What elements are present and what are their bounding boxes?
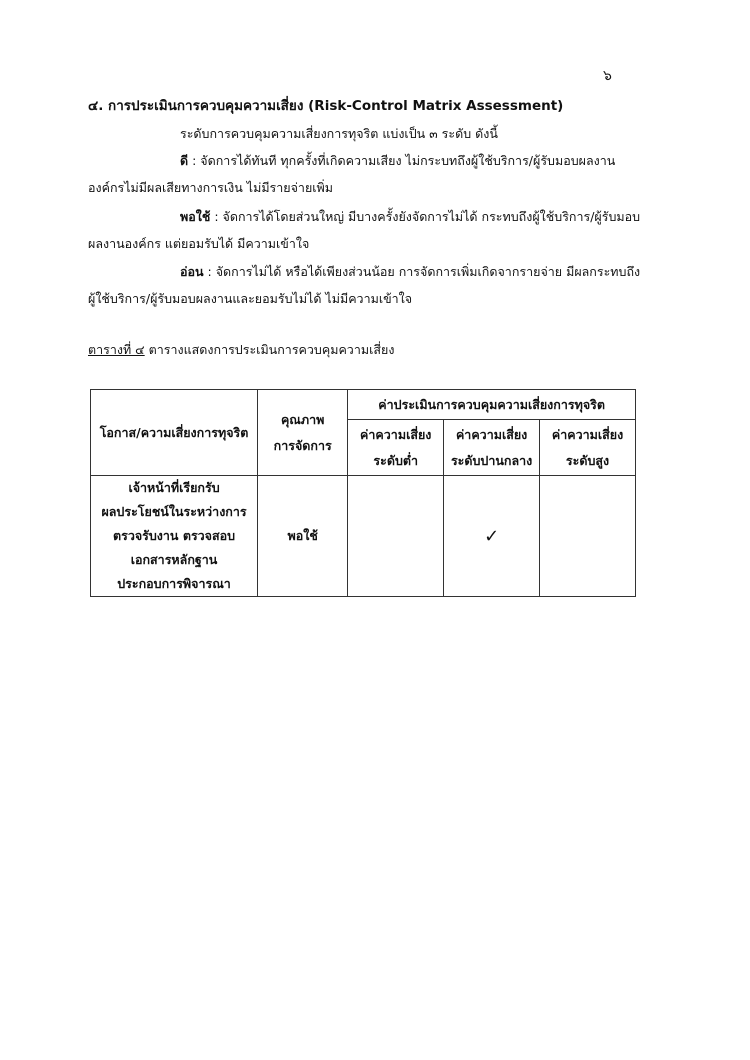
table-caption (88, 340, 394, 360)
header-mid-line2: ระดับปานกลาง (450, 452, 533, 468)
intro-text: ระดับการควบคุมความเสี่ยงการทุจริต แบ่งเป็น ๓ ระดับ ดังนี้ (180, 126, 498, 141)
level-fair-paragraph (88, 203, 648, 257)
risk-line: ประกอบการพิจารณา (117, 576, 231, 591)
header-high (540, 420, 636, 476)
level-good-line2: องค์กรไม่มีผลเสียทางการเงิน ไม่มีรายจ่ายเพิ่ม (88, 180, 334, 195)
table-caption-text: ตารางแสดงการประเมินการควบคุมความเสี่ยง (144, 342, 395, 357)
level-weak-desc: : จัดการไม่ได้ หรือได้เพียงส่วนน้อย การจัดการเพิ่มเกิดจากรายจ่าย มีผลกระทบถึง (203, 264, 641, 279)
level-fair-desc: : จัดการได้โดยส่วนใหญ่ มีบางครั้งยังจัดการไม่ได้ กระทบถึงผู้ใช้บริการ/ผู้รับมอบ (210, 209, 641, 224)
header-quality-line2: การจัดการ (273, 437, 332, 453)
risk-cell (91, 476, 258, 597)
header-high-line2: ระดับสูง (565, 452, 610, 468)
level-good-paragraph (88, 147, 648, 201)
header-mid-line1: ค่าความเสี่ยง (455, 426, 528, 442)
risk-assessment-table (90, 389, 636, 597)
level-fair-term: พอใช้ (180, 209, 211, 224)
level-good-line1 (88, 147, 648, 174)
check-mark-icon: ✓ (484, 525, 500, 547)
level-weak-paragraph (88, 258, 648, 312)
header-high-line1: ค่าความเสี่ยง (551, 426, 624, 442)
table-caption-label: ตารางที่ ๔ (88, 342, 145, 357)
risk-line: ผลประโยชน์ในระหว่างการ (101, 504, 247, 519)
low-risk-cell (348, 476, 444, 597)
header-low (348, 420, 444, 476)
risk-line: เอกสารหลักฐาน (130, 552, 218, 567)
risk-line: เจ้าหน้าที่เรียกรับ (128, 480, 220, 495)
mid-risk-cell (444, 476, 540, 597)
section-heading: ๔. การประเมินการควบคุมความเสี่ยง (Risk-Control Matrix Assessment) (88, 98, 564, 114)
header-low-line1: ค่าความเสี่ยง (360, 426, 432, 442)
level-fair-line1 (88, 203, 648, 230)
quality-cell: พอใช้ (258, 476, 348, 597)
level-fair-line2: ผลงานองค์กร แต่ยอมรับได้ มีความเข้าใจ (88, 236, 310, 251)
header-quality (258, 390, 348, 476)
table-row (91, 476, 636, 597)
header-mid (444, 420, 540, 476)
level-good-term: ดี (180, 153, 189, 168)
level-good-desc: : จัดการได้ทันที ทุกครั้งที่เกิดความเสียง ไม่กระบทถึงผู้ใช้บริการ/ผู้รับมอบผลงาน (188, 153, 616, 168)
risk-line: ตรวจรับงาน ตรวจสอบ (112, 528, 236, 543)
high-risk-cell (540, 476, 636, 597)
header-low-line2: ระดับต่ำ (373, 452, 419, 468)
header-quality-line1: คุณภาพ (280, 411, 325, 427)
table-header-row (91, 390, 636, 420)
page-number: ๖ (603, 68, 612, 84)
header-assessment: ค่าประเมินการควบคุมความเสี่ยงการทุจริต (348, 390, 636, 420)
level-weak-term: อ่อน (180, 264, 204, 279)
level-weak-line2: ผู้ใช้บริการ/ผู้รับมอบผลงานและยอมรับไม่ได้ ไม่มีความเข้าใจ (88, 291, 413, 306)
level-weak-line1 (88, 258, 648, 285)
header-risk: โอกาส/ความเสี่ยงการทุจริต (91, 390, 258, 476)
